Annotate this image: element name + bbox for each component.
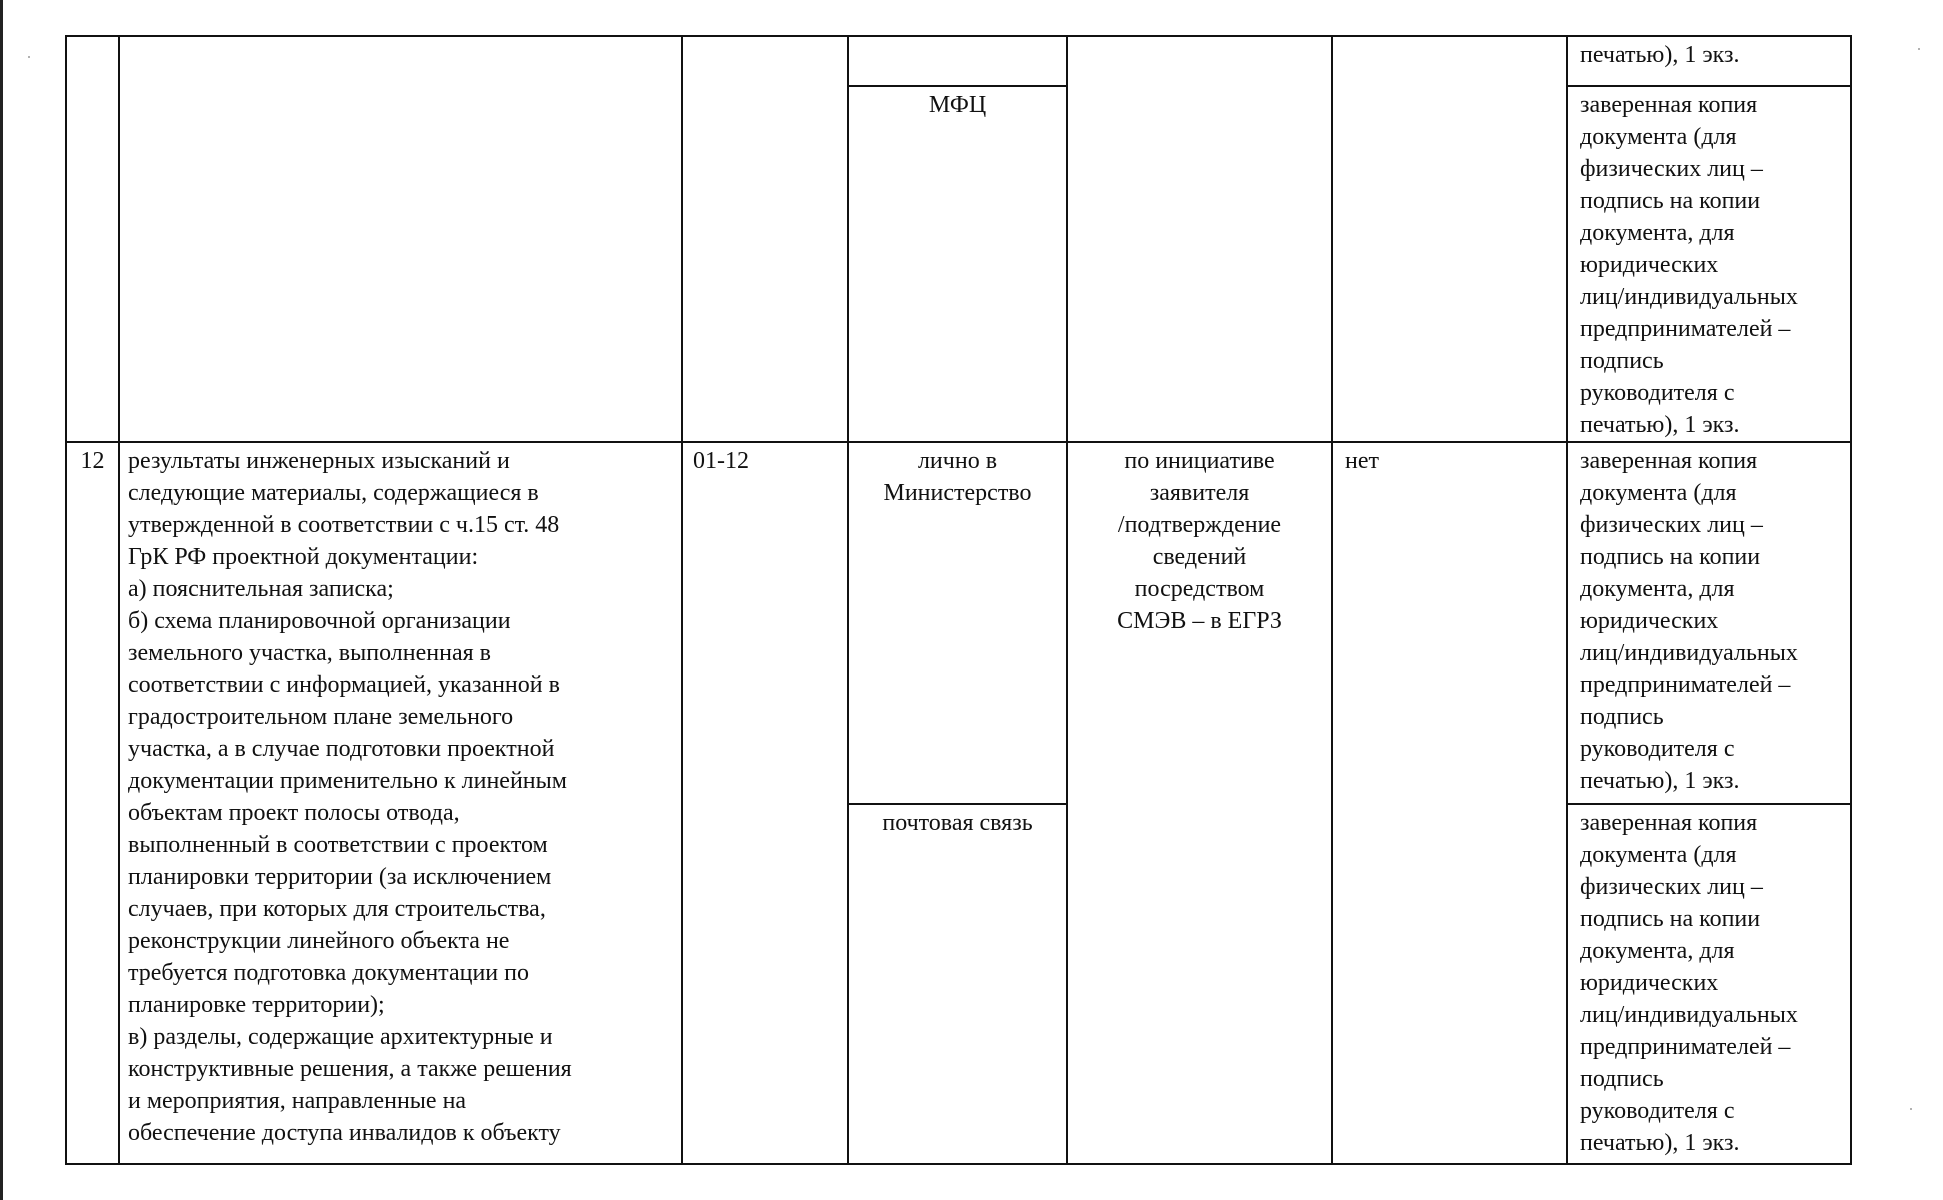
document-description-cell <box>119 36 682 442</box>
period-code-cell: 01-12 <box>682 442 848 1164</box>
scan-speck <box>1910 1108 1912 1110</box>
table-row <box>66 36 1851 86</box>
period-code-cell <box>682 36 848 442</box>
document-requirement-cell: заверенная копия документа (для физических лиц – подпись на копии документа, для юридических лиц/индивидуальных предпринимателей – подпись руководителя с печатью), 1 экз. <box>1567 442 1851 804</box>
document-description-cell: результаты инженерных изысканий и следующие материалы, содержащиеся в утвержденной в соответствии с ч.15 ст. 48 ГрК РФ проектной документации: а) пояснительная записка; б) схема планировочной организации земельного участка, выполненная в соответствии с информацией, указанной в градостроительном плане земельного участка, а в случае подготовки проектной документации применительно к линейным объектам проект полосы отвода, выполненный в соответствии с проектом планировки территории (за исключением случаев, при которых для строительства, реконструкции линейного объекта не требуется подготовка документации по планировке территории); в) разделы, содержащие архитектурные и конструктивные решения, а также решения и мероприятия, направленные на обеспечение доступа инвалидов к объекту <box>119 442 682 1164</box>
submission-channel-cell: почтовая связь <box>848 804 1067 1164</box>
basis-cell: по инициативе заявителя /подтверждение сведений посредством СМЭВ – в ЕГРЗ <box>1067 442 1332 1164</box>
fee-cell: нет <box>1332 442 1567 1164</box>
requirements-table <box>65 35 1852 1165</box>
table-row <box>66 442 1851 804</box>
document-requirement-cell: заверенная копия документа (для физических лиц – подпись на копии документа, для юридических лиц/индивидуальных предпринимателей – подпись руководителя с печатью), 1 экз. <box>1567 86 1851 442</box>
page-left-edge <box>0 0 3 1200</box>
document-requirement-cell: заверенная копия документа (для физических лиц – подпись на копии документа, для юридических лиц/индивидуальных предпринимателей – подпись руководителя с печатью), 1 экз. <box>1567 804 1851 1164</box>
submission-channel-cell: МФЦ <box>848 86 1067 442</box>
scan-speck <box>1918 48 1920 50</box>
basis-cell <box>1067 36 1332 442</box>
row-number-cell: 12 <box>66 442 119 1164</box>
submission-channel-cell <box>848 36 1067 86</box>
fee-cell <box>1332 36 1567 442</box>
document-requirement-cell: печатью), 1 экз. <box>1567 36 1851 86</box>
row-number-cell <box>66 36 119 442</box>
submission-channel-cell: лично в Министерство <box>848 442 1067 804</box>
scan-speck <box>28 56 30 58</box>
